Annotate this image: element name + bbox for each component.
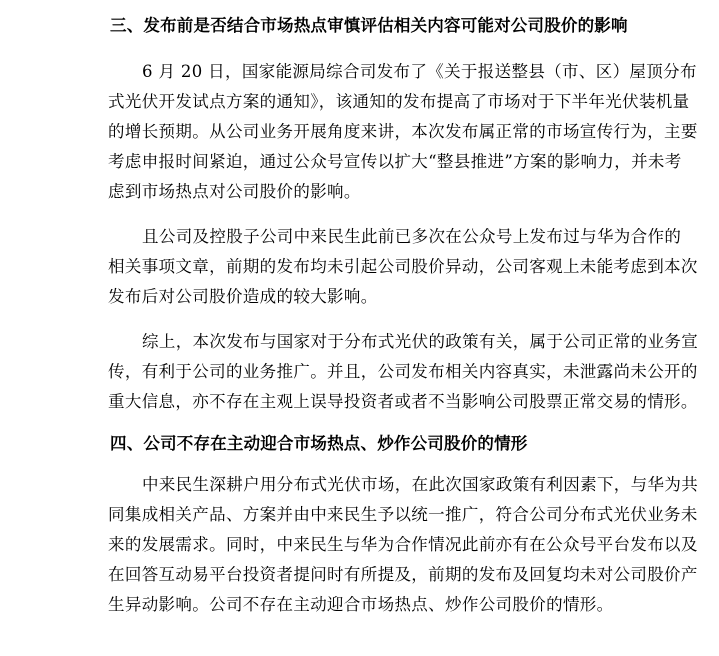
paragraph-line: 考虑申报时间紧迫，通过公众号宣传以扩大“整县推进”方案的影响力，并未考 xyxy=(108,152,682,171)
paragraph-line: 重大信息，亦不存在主观上误导投资者或者不当影响公司股票正常交易的情形。 xyxy=(108,392,698,411)
paragraph-line: 传，有利于公司的业务推广。并且，公司发布相关内容真实，未泄露尚未公开的 xyxy=(108,362,698,381)
paragraph-line: 生异动影响。公司不存在主动迎合市场热点、炒作公司股价的情形。 xyxy=(108,595,614,614)
paragraph-prior-posts xyxy=(108,222,698,312)
paragraph-line: 来的发展需求。同时，中来民生与华为合作情况此前亦有在公众号平台发布以及 xyxy=(108,535,698,554)
paragraph-line: 虑到市场热点对公司股价的影响。 xyxy=(108,182,361,201)
paragraph-line: 同集成相关产品、方案并由中来民生予以统一推广，符合公司分布式光伏业务未 xyxy=(108,505,698,524)
paragraph-line: 综上，本次发布与国家对于分布式光伏的政策有关，属于公司正常的业务宣 xyxy=(142,332,699,351)
paragraph-line: 相关事项文章，前期的发布均未引起公司股价异动，公司客观上未能考虑到本次 xyxy=(108,257,698,276)
paragraph-announcement xyxy=(108,57,698,207)
section-heading-3: 三、发布前是否结合市场热点审慎评估相关内容可能对公司股价的影响 xyxy=(110,16,628,35)
paragraph-line: 中来民生深耕户用分布式光伏市场，在此次国家政策有利因素下，与华为共 xyxy=(142,475,699,494)
paragraph-line: 发布后对公司股价造成的较大影响。 xyxy=(108,287,378,306)
paragraph-summary xyxy=(108,327,699,417)
paragraph-line: 在回答互动易平台投资者提问时有所提及，前期的发布及回复均未对公司股价产 xyxy=(108,565,698,584)
section-heading-4: 四、公司不存在主动迎合市场热点、炒作公司股价的情形 xyxy=(110,434,528,453)
paragraph-line: 6 月 20 日，国家能源局综合司发布了《关于报送整县（市、区）屋顶分布 xyxy=(142,62,697,81)
paragraph-line: 的增长预期。从公司业务开展角度来讲，本次发布属正常的市场宣传行为，主要 xyxy=(108,122,698,141)
paragraph-cooperation xyxy=(108,470,699,620)
paragraph-line: 且公司及控股子公司中来民生此前已多次在公众号上发布过与华为合作的 xyxy=(142,227,682,246)
paragraph-line: 式光伏开发试点方案的通知》，该通知的发布提高了市场对于下半年光伏装机量 xyxy=(108,92,690,111)
